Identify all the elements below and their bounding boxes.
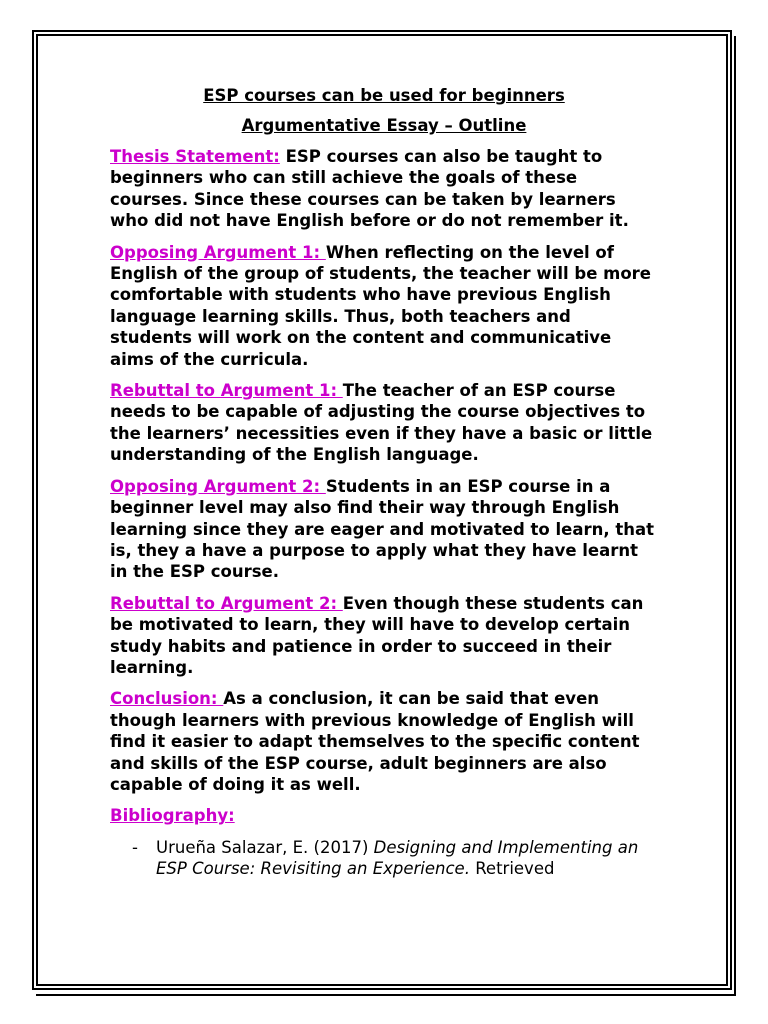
bibliography-tail: Retrieved	[469, 859, 555, 879]
opposing-argument-2	[110, 476, 658, 583]
rebuttal-1	[110, 380, 658, 466]
rebuttal-1-label: Rebuttal to Argument 1:	[110, 381, 343, 401]
bibliography-heading: Bibliography:	[110, 806, 235, 826]
opposing-argument-1-text: When reflecting on the level of English of the group of students, the teacher will be more comfortable with students who have previous English language learning skills. Thus, both teachers and students will work on the content and communicative aims of the curricula.	[110, 242, 651, 369]
conclusion	[110, 688, 658, 795]
conclusion-label: Conclusion:	[110, 689, 224, 709]
rebuttal-2	[110, 593, 658, 679]
opposing-argument-1-label: Opposing Argument 1:	[110, 242, 326, 262]
thesis-statement-label: Thesis Statement:	[110, 147, 280, 166]
thesis-statement	[110, 146, 658, 232]
document-title: ESP courses can be used for beginners	[203, 86, 565, 105]
document-content	[110, 86, 658, 880]
rebuttal-2-label: Rebuttal to Argument 2:	[110, 593, 343, 613]
bibliography-list	[110, 837, 658, 880]
bibliography-author: Urueña Salazar, E. (2017)	[156, 837, 374, 857]
opposing-argument-1	[110, 242, 658, 370]
opposing-argument-2-text: Students in an ESP course in a beginner level may also find their way through English learning since they are eager and motivated to learn, that is, they a have a purpose to apply what they have learnt in the ESP course.	[110, 476, 655, 582]
bibliography-title: Designing and Implementing an ESP Course: Revisiting an Experience.	[156, 837, 639, 879]
document-subtitle: Argumentative Essay – Outline	[241, 116, 527, 135]
thesis-statement-text: ESP courses can also be taught to beginners who can still achieve the goals of these courses. Since these courses can be taken by learners who did not have English before or do not remember it.	[110, 147, 629, 231]
bibliography-dash: -	[132, 837, 138, 857]
rebuttal-2-text: Even though these students can be motivated to learn, they will have to develop certain study habits and patience in order to succeed in their learning.	[110, 593, 644, 677]
opposing-argument-2-label: Opposing Argument 2:	[110, 476, 326, 496]
conclusion-text: As a conclusion, it can be said that even though learners with previous knowledge of English will find it easier to adapt themselves to the specific content and skills of the ESP course, adult beginners are also capable of doing it as well.	[110, 689, 640, 794]
rebuttal-1-text: The teacher of an ESP course needs to be capable of adjusting the course objectives to the learners’ necessities even if they have a basic or little understanding of the English language.	[110, 381, 653, 465]
bibliography-entry	[110, 837, 658, 880]
